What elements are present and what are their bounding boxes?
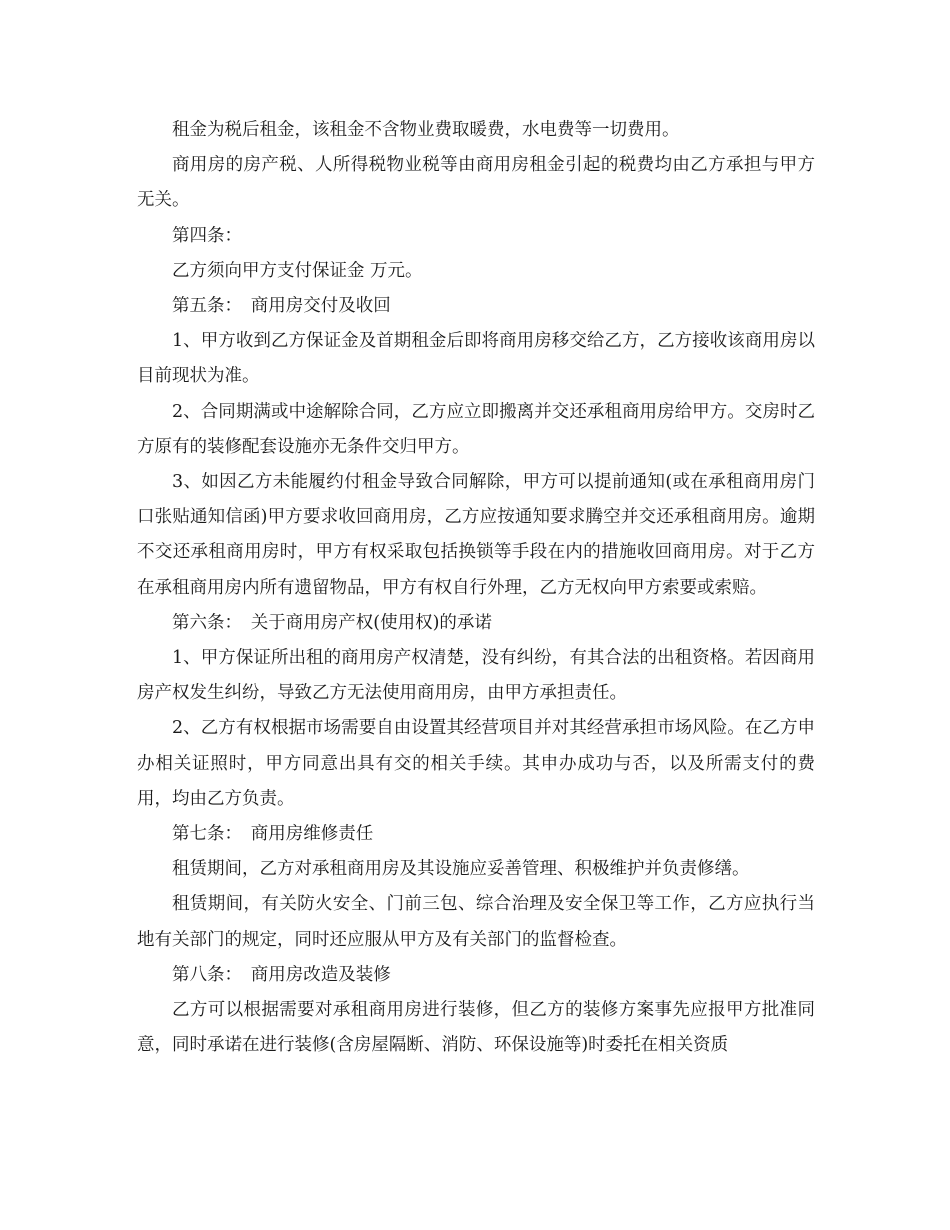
paragraph-8-1: 乙方可以根据需要对承租商用房进行装修，但乙方的装修方案事先应报甲方批准同意，同时承诺在进行装修(含房屋隔断、消防、环保设施等)时委托在相关资质	[137, 1000, 815, 1056]
paragraph-rent-tax: 租金为税后租金，该租金不含物业费取暖费，水电费等一切费用。	[172, 120, 680, 140]
paragraph-5-3: 3、如因乙方未能履约付租金导致合同解除，甲方可以提前通知(或在承租商用房门口张贴通知信函)甲方要求收回商用房，乙方应按通知要求腾空并交还承租商用房。逾期不交还承租商用房时，甲方有权采取包括换锁等手段在内的措施收回商用房。对于乙方在承租商用房内所有遗留物品，甲方有权自行外理，乙方无权向甲方索要或索赔。	[137, 472, 815, 598]
paragraph-6-1: 1、甲方保证所出租的商用房产权清楚，没有纠纷，有其合法的出租资格。若因商用房产权发生纠纷，导致乙方无法使用商用房，由甲方承担责任。	[137, 648, 815, 704]
paragraph-7-2: 租赁期间，有关防火安全、门前三包、综合治理及安全保卫等工作，乙方应执行当地有关部门的规定，同时还应服从甲方及有关部门的监督检查。	[137, 894, 815, 950]
paragraph-5-2: 2、合同期满或中途解除合同，乙方应立即搬离并交还承租商用房给甲方。交房时乙方原有的装修配套设施亦无条件交归甲方。	[137, 401, 815, 457]
paragraph-6-2: 2、乙方有权根据市场需要自由设置其经营项目并对其经营承担市场风险。在乙方申办相关证照时，甲方同意出具有交的相关手续。其申办成功与否，以及所需支付的费用，均由乙方负责。	[137, 718, 815, 809]
paragraph-5-1: 1、甲方收到乙方保证金及首期租金后即将商用房移交给乙方，乙方接收该商用房以目前现状为准。	[137, 331, 815, 387]
paragraph-deposit: 乙方须向甲方支付保证金 万元。	[172, 260, 423, 281]
paragraph-property-tax: 商用房的房产税、人所得税物业税等由商用房租金引起的税费均由乙方承担与甲方无关。	[137, 155, 815, 211]
article-6-heading: 第六条： 关于商用房产权(使用权)的承诺	[172, 612, 492, 633]
article-4-heading: 第四条：	[172, 225, 242, 246]
paragraph-7-1: 租赁期间，乙方对承租商用房及其设施应妥善管理、积极维护并负责修缮。	[172, 859, 750, 880]
document-body	[137, 113, 815, 1063]
article-8-heading: 第八条： 商用房改造及装修	[172, 964, 391, 985]
article-7-heading: 第七条： 商用房维修责任	[172, 824, 374, 845]
article-5-heading: 第五条： 商用房交付及收回	[172, 296, 391, 317]
